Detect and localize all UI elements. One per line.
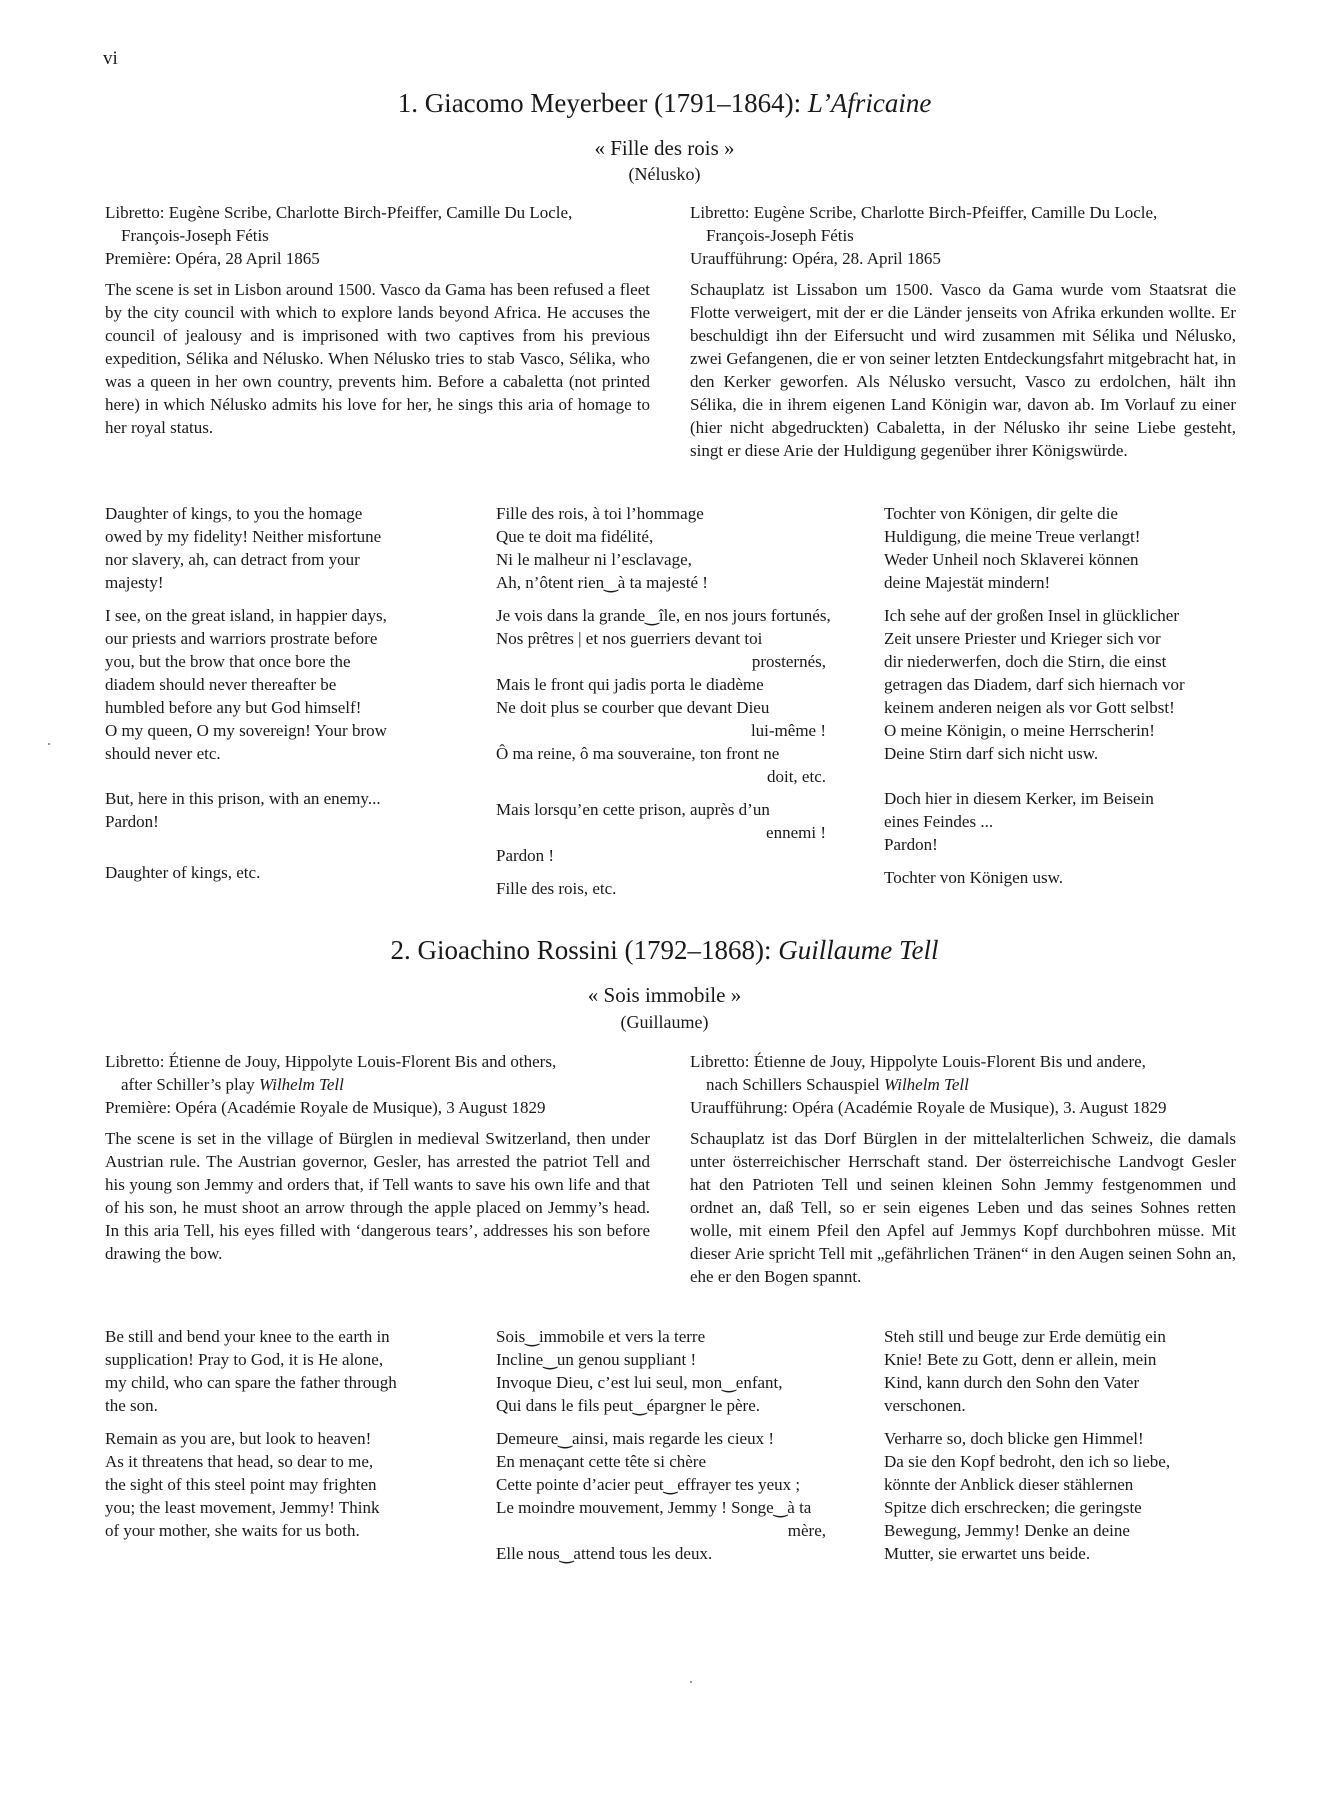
libretto-line-cont: François-Joseph Fétis bbox=[706, 226, 854, 245]
verse-line: humbled before any but God himself! bbox=[105, 698, 362, 717]
verse-line: should never etc. bbox=[105, 744, 221, 763]
verse-line: Je vois dans la grande‿île, en nos jours fortunés, bbox=[496, 606, 831, 625]
scan-speck bbox=[48, 743, 50, 745]
verse-line: Ah, n’ôtent rien‿à ta majesté ! bbox=[496, 573, 708, 592]
section2-intro-de-meta bbox=[690, 1050, 1236, 1119]
verse-line: Ne doit plus se courber que devant Dieu bbox=[496, 698, 770, 717]
verse-line: Kind, kann durch den Sohn den Vater bbox=[884, 1373, 1140, 1392]
verse-line: könnte der Anblick dieser stählernen bbox=[884, 1475, 1134, 1494]
verse-line: Bewegung, Jemmy! Denke an deine bbox=[884, 1521, 1130, 1540]
section1-verse-fr bbox=[496, 502, 856, 910]
verse-line: Fille des rois, à toi l’hommage bbox=[496, 504, 704, 523]
verse-line-continuation: mère, bbox=[787, 1521, 826, 1540]
verse-line: Incline‿un genou suppliant ! bbox=[496, 1350, 697, 1369]
section1-role: (Nélusko) bbox=[628, 164, 701, 184]
section2-verse-de bbox=[884, 1325, 1244, 1575]
verse-line: Fille des rois, etc. bbox=[496, 879, 617, 898]
verse-line-continuation: doit, etc. bbox=[766, 767, 826, 786]
stanza bbox=[884, 787, 1244, 856]
verse-line: I see, on the great island, in happier days, bbox=[105, 606, 387, 625]
section1-verse-de bbox=[884, 502, 1244, 899]
verse-line: Pardon! bbox=[105, 812, 159, 831]
verse-line: Ich sehe auf der großen Insel in glücklicher bbox=[884, 606, 1180, 625]
verse-line: Huldigung, die meine Treue verlangt! bbox=[884, 527, 1141, 546]
stanza bbox=[105, 1325, 475, 1417]
stanza bbox=[496, 1325, 856, 1417]
section2-role: (Guillaume) bbox=[620, 1012, 709, 1032]
verse-line: Mutter, sie erwartet uns beide. bbox=[884, 1544, 1091, 1563]
section1-intro-de-meta bbox=[690, 201, 1236, 270]
verse-line: Elle nous‿attend tous les deux. bbox=[496, 1544, 713, 1563]
synopsis-paragraph: Schauplatz ist das Dorf Bürglen in der mittelalterlichen Schweiz, die damals unter österreichischer Herrschaft stand. Der österreichische Landvogt Gesler hat den Patrioten Tell und seinen kleinen Sohn Jemmy festgenommen und ordnet an, daß Tell, so er sein eigenes Leben und das seines Sohnes retten wolle, mit einem Pfeil den Apfel auf Jemmys Kopf durchbohren müsse. Mit dieser Arie spricht Tell mit „gefährlichen Tränen“ in den Augen seinen Sohn an, ehe er den Bogen spannt. bbox=[690, 1129, 1236, 1286]
verse-line: the son. bbox=[105, 1396, 158, 1415]
verse-line: keinem anderen neigen als vor Gott selbst! bbox=[884, 698, 1175, 717]
stanza bbox=[884, 1325, 1244, 1417]
synopsis-paragraph: The scene is set in the village of Bürglen in medieval Switzerland, then under Austrian rule. The Austrian governor, Gesler, has arrested the patriot Tell and his young son Jemmy and orders that, if Tell wants to save his own life and that of his son, he must shoot an arrow through the apple placed on Jemmy’s head. In this aria Tell, his eyes filled with ‘dangerous tears’, addresses his son before drawing the bow. bbox=[105, 1129, 650, 1263]
section1-title-work: L’Africaine bbox=[807, 88, 932, 118]
play-title: Wilhelm Tell bbox=[259, 1075, 344, 1094]
stanza bbox=[105, 861, 475, 884]
verse-line: Sois‿immobile et vers la terre bbox=[496, 1327, 706, 1346]
verse-line: But, here in this prison, with an enemy... bbox=[105, 789, 381, 808]
stanza bbox=[884, 604, 1244, 765]
section2-intro-en-meta bbox=[105, 1050, 650, 1119]
stanza bbox=[105, 604, 475, 765]
section2-title-work: Guillaume Tell bbox=[778, 935, 939, 965]
libretto-line-cont: François-Joseph Fétis bbox=[121, 226, 269, 245]
verse-line: owed by my fidelity! Neither misfortune bbox=[105, 527, 382, 546]
verse-line: verschonen. bbox=[884, 1396, 966, 1415]
scan-speck bbox=[690, 1681, 692, 1683]
verse-line: Doch hier in diesem Kerker, im Beisein bbox=[884, 789, 1154, 808]
section2-verse-fr bbox=[496, 1325, 856, 1575]
stanza bbox=[105, 1427, 475, 1542]
synopsis-paragraph: Schauplatz ist Lissabon um 1500. Vasco da Gama wurde vom Staatsrat die Flotte verweigert, mit der er die Länder jenseits von Afrika erkunden wollte. Er beschuldigt ihn der Eifersucht und wird zusammen mit Sélika und Nélusko, zwei Gefangenen, die er von seiner letzten Entdeckungsfahrt mitgebracht hat, in den Kerker geworfen. Als Nélusko versucht, Vasco zu erdolchen, hält ihn Sélika, die in ihrem eigenen Land Königin war, davon ab. Im Vorlauf zu einer (hier nicht abgedruckten) Cabaletta, in der Nélusko ihr seine Liebe gesteht, singt er diese Arie der Huldigung gegenüber ihrer Königswürde. bbox=[690, 280, 1236, 460]
verse-line: nor slavery, ah, can detract from your bbox=[105, 550, 360, 569]
stanza bbox=[496, 798, 856, 867]
libretto-line-text: after Schiller’s play bbox=[121, 1075, 260, 1094]
synopsis-paragraph: The scene is set in Lisbon around 1500. Vasco da Gama has been refused a fleet by the city council with which to explore lands beyond Africa. He accuses the council of jealousy and is imprisoned with two captives from his previous expedition, Sélika and Nélusko. When Nélusko tries to stab Vasco, Sélika, who was a queen in her own country, prevents him. Before a cabaletta (not printed here) in which Nélusko admits his love for her, he sings this aria of homage to her royal status. bbox=[105, 280, 650, 437]
verse-line: you; the least movement, Jemmy! Think bbox=[105, 1498, 380, 1517]
verse-line: Daughter of kings, to you the homage bbox=[105, 504, 363, 523]
stanza bbox=[496, 1427, 856, 1565]
libretto-line-cont bbox=[690, 1073, 1236, 1096]
premiere-line: Uraufführung: Opéra (Académie Royale de Musique), 3. August 1829 bbox=[690, 1098, 1167, 1117]
verse-line: Steh still und beuge zur Erde demütig ein bbox=[884, 1327, 1166, 1346]
section1-title bbox=[0, 88, 1329, 119]
stanza bbox=[105, 787, 475, 833]
libretto-line: Libretto: Eugène Scribe, Charlotte Birch-Pfeiffer, Camille Du Locle, bbox=[105, 203, 573, 222]
verse-line: deine Majestät mindern! bbox=[884, 573, 1051, 592]
section1-intro-en-meta bbox=[105, 201, 650, 270]
verse-line: Que te doit ma fidélité, bbox=[496, 527, 654, 546]
section2-title bbox=[0, 935, 1329, 966]
stanza bbox=[496, 604, 856, 788]
verse-line: Verharre so, doch blicke gen Himmel! bbox=[884, 1429, 1144, 1448]
verse-line: Pardon! bbox=[884, 835, 938, 854]
verse-line: Ni le malheur ni l’esclavage, bbox=[496, 550, 692, 569]
section2-intro-en bbox=[105, 1050, 650, 1265]
verse-line: O my queen, O my sovereign! Your brow bbox=[105, 721, 387, 740]
verse-line: getragen das Diadem, darf sich hiernach vor bbox=[884, 675, 1185, 694]
verse-line: Cette pointe d’acier peut‿effrayer tes yeux ; bbox=[496, 1475, 801, 1494]
section2-verse-en bbox=[105, 1325, 475, 1552]
stanza bbox=[884, 1427, 1244, 1565]
libretto-line-text: nach Schillers Schauspiel bbox=[706, 1075, 884, 1094]
section2-aria-title: « Sois immobile » bbox=[587, 983, 742, 1007]
page-number: vi bbox=[103, 48, 118, 69]
verse-line: Mais le front qui jadis porta le diadème bbox=[496, 675, 764, 694]
play-title: Wilhelm Tell bbox=[884, 1075, 969, 1094]
verse-line: Demeure‿ainsi, mais regarde les cieux ! bbox=[496, 1429, 774, 1448]
verse-line: eines Feindes ... bbox=[884, 812, 994, 831]
section1-title-composer: 1. Giacomo Meyerbeer (1791–1864): bbox=[397, 88, 808, 118]
verse-line: Tochter von Königen, dir gelte die bbox=[884, 504, 1118, 523]
verse-line: Pardon ! bbox=[496, 846, 555, 865]
verse-line: Be still and bend your knee to the earth in bbox=[105, 1327, 390, 1346]
libretto-line: Libretto: Étienne de Jouy, Hippolyte Louis-Florent Bis and others, bbox=[105, 1052, 557, 1071]
stanza bbox=[496, 502, 856, 594]
verse-line: diadem should never thereafter be bbox=[105, 675, 337, 694]
verse-line-continuation: lui-même ! bbox=[750, 721, 826, 740]
verse-line: As it threatens that head, so dear to me, bbox=[105, 1452, 374, 1471]
verse-line: En menaçant cette tête si chère bbox=[496, 1452, 707, 1471]
premiere-line: Première: Opéra (Académie Royale de Musique), 3 August 1829 bbox=[105, 1098, 546, 1117]
premiere-line: Première: Opéra, 28 April 1865 bbox=[105, 249, 320, 268]
verse-line: of your mother, she waits for us both. bbox=[105, 1521, 360, 1540]
stanza bbox=[496, 877, 856, 900]
libretto-line: Libretto: Étienne de Jouy, Hippolyte Louis-Florent Bis und andere, bbox=[690, 1052, 1146, 1071]
verse-line: you, but the brow that once bore the bbox=[105, 652, 351, 671]
verse-line: Remain as you are, but look to heaven! bbox=[105, 1429, 372, 1448]
verse-line: Le moindre mouvement, Jemmy ! Songe‿à ta bbox=[496, 1498, 812, 1517]
libretto-line-cont bbox=[105, 1073, 650, 1096]
verse-line: Deine Stirn darf sich nicht usw. bbox=[884, 744, 1099, 763]
verse-line: Mais lorsqu’en cette prison, auprès d’un bbox=[496, 800, 770, 819]
verse-line: dir niederwerfen, doch die Stirn, die einst bbox=[884, 652, 1167, 671]
section1-intro-de bbox=[690, 201, 1236, 462]
section1-intro-en bbox=[105, 201, 650, 439]
verse-line-continuation: ennemi ! bbox=[766, 823, 826, 842]
verse-line: my child, who can spare the father through bbox=[105, 1373, 397, 1392]
verse-line: Daughter of kings, etc. bbox=[105, 863, 261, 882]
verse-line: Weder Unheil noch Sklaverei können bbox=[884, 550, 1139, 569]
verse-line: Qui dans le fils peut‿épargner le père. bbox=[496, 1396, 761, 1415]
premiere-line: Uraufführung: Opéra, 28. April 1865 bbox=[690, 249, 941, 268]
verse-line-continuation: prosternés, bbox=[751, 652, 826, 671]
verse-line: our priests and warriors prostrate before bbox=[105, 629, 378, 648]
stanza bbox=[884, 502, 1244, 594]
section2-title-composer: 2. Gioachino Rossini (1792–1868): bbox=[390, 935, 779, 965]
verse-line: Knie! Bete zu Gott, denn er allein, mein bbox=[884, 1350, 1157, 1369]
stanza bbox=[884, 866, 1244, 889]
verse-line: Da sie den Kopf bedroht, den ich so liebe, bbox=[884, 1452, 1171, 1471]
verse-line: majesty! bbox=[105, 573, 164, 592]
verse-line: Invoque Dieu, c’est lui seul, mon‿enfant, bbox=[496, 1373, 783, 1392]
section1-verse-en bbox=[105, 502, 475, 894]
libretto-line: Libretto: Eugène Scribe, Charlotte Birch-Pfeiffer, Camille Du Locle, bbox=[690, 203, 1158, 222]
stanza bbox=[105, 502, 475, 594]
verse-line: O meine Königin, o meine Herrscherin! bbox=[884, 721, 1155, 740]
verse-line: Nos prêtres | et nos guerriers devant toi bbox=[496, 629, 763, 648]
verse-line: Tochter von Königen usw. bbox=[884, 868, 1064, 887]
verse-line: Ô ma reine, ô ma souveraine, ton front ne bbox=[496, 744, 780, 763]
verse-line: supplication! Pray to God, it is He alone, bbox=[105, 1350, 384, 1369]
verse-line: Spitze dich erschrecken; die geringste bbox=[884, 1498, 1142, 1517]
verse-line: the sight of this steel point may frighten bbox=[105, 1475, 377, 1494]
verse-line: Zeit unsere Priester und Krieger sich vor bbox=[884, 629, 1161, 648]
section1-aria-title: « Fille des rois » bbox=[594, 136, 735, 160]
section2-intro-de bbox=[690, 1050, 1236, 1288]
